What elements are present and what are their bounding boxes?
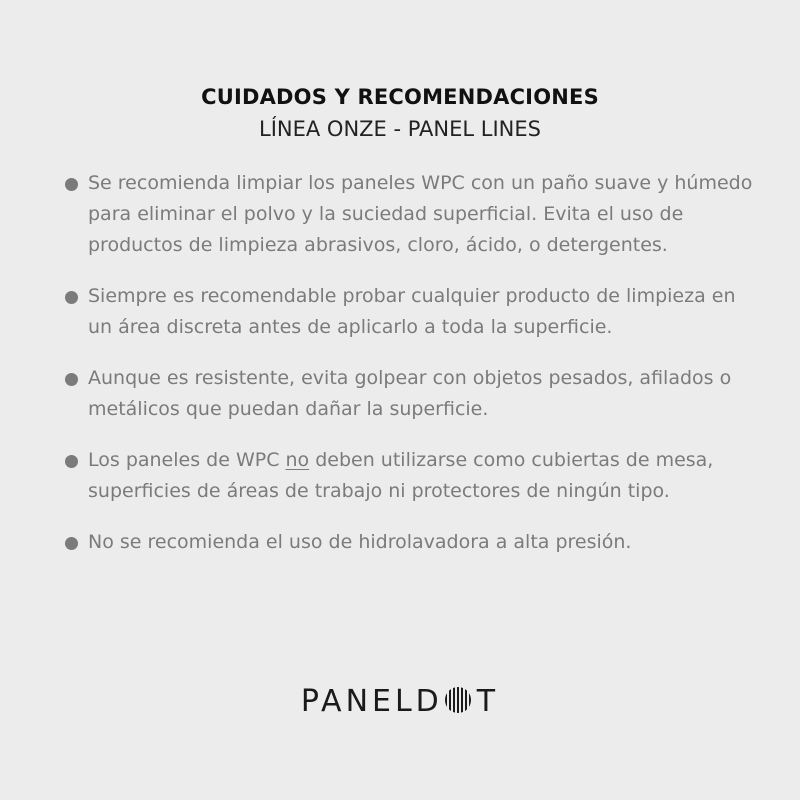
- recommendations-list: [64, 168, 764, 578]
- bullet-icon: [65, 373, 78, 386]
- page-title: CUIDADOS Y RECOMENDACIONES: [201, 85, 599, 109]
- list-item-text: Aunque es resistente, evita golpear con objetos pesados, afilados o metálicos que puedan dañar la superficie.: [88, 367, 732, 420]
- list-item-text: Se recomienda limpiar los paneles WPC con un paño suave y húmedo para eliminar el polvo y la suciedad superficial. Evita el uso de productos de limpieza abrasivos, cloro, ácido, o detergentes.: [88, 172, 753, 256]
- list-item: [64, 527, 764, 558]
- bullet-icon: [65, 455, 78, 468]
- list-item: [64, 168, 764, 261]
- brand-logo: [0, 684, 800, 723]
- striped-circle-icon: [443, 686, 473, 723]
- list-item-text-start: Los paneles de WPC: [88, 449, 286, 471]
- list-item-text: No se recomienda el uso de hidrolavadora a alta presión.: [88, 531, 632, 553]
- bullet-icon: [65, 291, 78, 304]
- list-item-underlined: no: [285, 449, 310, 471]
- logo-text-end: T: [476, 684, 500, 719]
- page-subtitle: LÍNEA ONZE - PANEL LINES: [259, 117, 541, 141]
- bullet-icon: [65, 178, 78, 191]
- list-item: [64, 363, 764, 425]
- header: [0, 82, 800, 144]
- list-item: [64, 281, 764, 343]
- list-item: [64, 445, 764, 507]
- logo-text-start: PANELD: [300, 684, 443, 719]
- list-item-text-end: deben utilizarse como cubiertas de mesa, superficies de áreas de trabajo ni protectores de ningún tipo.: [88, 449, 714, 502]
- list-item-text: Siempre es recomendable probar cualquier producto de limpieza en un área discreta antes de aplicarlo a toda la superficie.: [88, 285, 736, 338]
- bullet-icon: [65, 537, 78, 550]
